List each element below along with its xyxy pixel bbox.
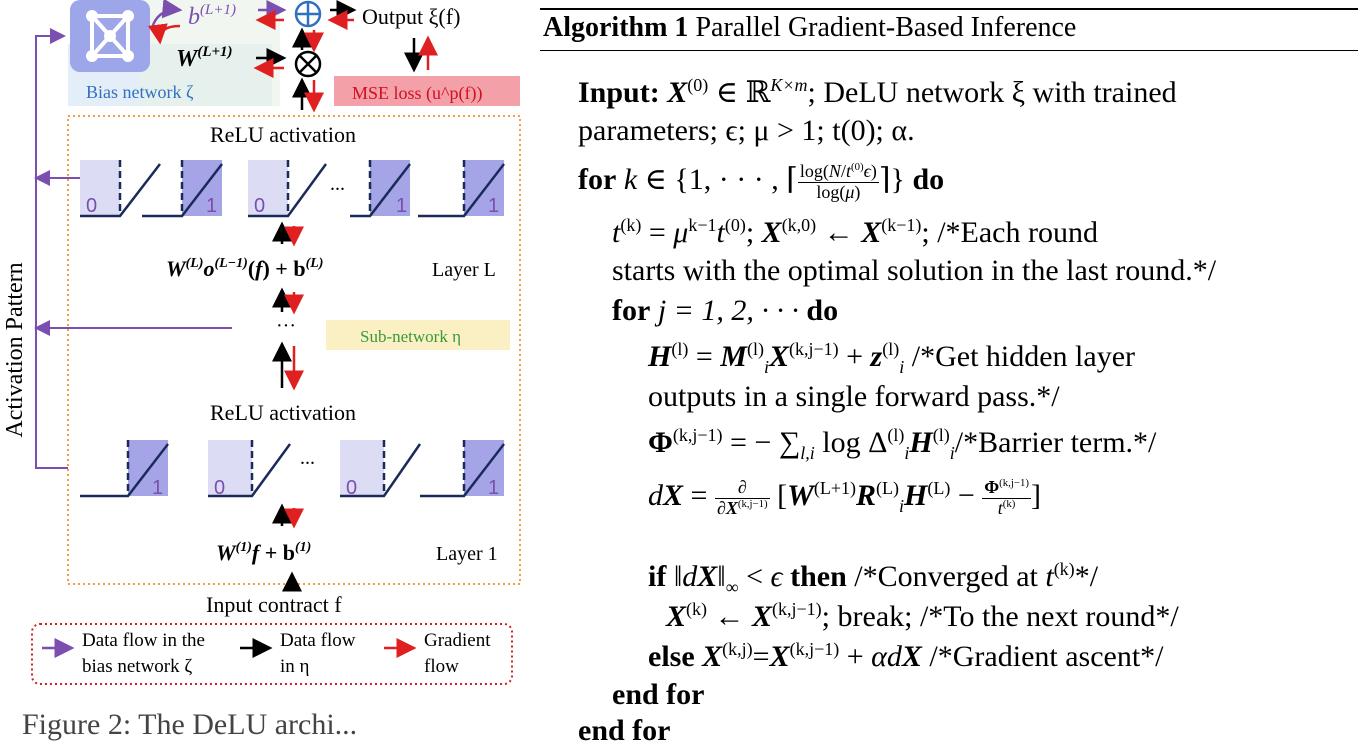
layer-1-equation: $W^{(1)}f + b^{(1)}$: [216, 540, 312, 565]
algorithm-phi-line: $\Phi^{(k,j-1)}$ = − $\sum_{l,i}$ $\log \Delta^{(l)}_iH^{(l)}_i/*Barrier$ term.*/: [648, 425, 1157, 463]
svg-text:0: 0: [254, 195, 266, 217]
legend-item-3-line-1: Gradient: [424, 630, 491, 651]
layer-ellipsis: ···: [276, 315, 296, 337]
bias-network-label: Bias network ζ: [86, 82, 194, 102]
add-operator-icon: [296, 2, 320, 26]
relu-unit-bottom-2: [208, 440, 290, 499]
b-next-label: $b^{(L+1)}$: [188, 2, 236, 30]
relu-unit-bottom-1: [80, 440, 168, 499]
algorithm-title: Algorithm 1 Parallel Gradient-Based Inference: [543, 12, 1077, 43]
algorithm-outer-for: for k ∈ {1, · · · , ⌈ $\frac{\log(N/t^{(0)}\epsilon)}{\log(\mu)}$ ⌉} do: [578, 161, 945, 202]
layer-L-label: Layer L: [432, 259, 496, 281]
algorithm-tk-line: $t^{(k)} = \mu^{k-1}t^{(0)}$; X$^{(k,0)}$ ← $X^{(k-1)}$; /*Each round: [612, 215, 1098, 249]
relu-unit-top-4: [350, 160, 410, 217]
algorithm-break-line: $X^{(k)}$ ← $X^{(k,j-1)}$; break; /*To the next round*/: [666, 599, 1179, 633]
algorithm-mid-rule: [540, 50, 1358, 51]
legend-item-2-line-1: Data flow: [280, 630, 356, 651]
delu-architecture-diagram: [0, 0, 540, 742]
svg-text:1: 1: [488, 477, 500, 499]
legend-item-3-line-2: flow: [424, 656, 459, 677]
algorithm-else-line: else $X^{(k,j)}=X^{(k,j-1)} + \alpha dX$ /*Gradient ascent*/: [648, 639, 1164, 673]
svg-text:0: 0: [346, 477, 358, 499]
relu-bottom-label: ReLU activation: [210, 400, 357, 425]
svg-text:1: 1: [206, 195, 218, 217]
w-next-label: $W^{(L+1)}$: [176, 44, 233, 72]
relu-top-label: ReLU activation: [210, 122, 357, 147]
activation-pattern-label: Activation Pattern: [2, 262, 28, 438]
legend-item-1-line-1: Data flow in the: [82, 630, 205, 651]
algorithm-input-line-2: parameters; ϵ; μ > 1; t(0); α.: [578, 114, 915, 147]
output-label: Output ξ(f): [362, 4, 461, 29]
input-label: Input contract f: [206, 592, 342, 617]
top-row-dots: ...: [330, 173, 345, 195]
relu-unit-bottom-3: [340, 440, 420, 499]
algorithm-top-rule: [540, 8, 1358, 10]
algorithm-input-line: Input: $X^{(0)}$ ∈ ℝ$^{K\times m}$; DeLU network ξ with trained: [578, 75, 1177, 109]
algorithm-inner-for: for j = 1, 2, · · · do: [612, 294, 839, 327]
algorithm-outputs-line: outputs in a single forward pass.*/: [648, 380, 1060, 413]
algorithm-dX-line: dX = $\frac{\partial}{\partial X^{(k,j-1)}}$ [$W^{(L+1)}R^{(L)}_iH^{(L)}$ − $\frac{\Phi^{(k,j-1)}}{t^{(k)}}$ ]: [648, 477, 1041, 518]
svg-text:0: 0: [86, 195, 98, 217]
legend-item-2-line-2: in η: [280, 656, 310, 677]
relu-unit-top-1: [80, 160, 160, 217]
svg-text:1: 1: [152, 477, 164, 499]
layer-1-label: Layer 1: [436, 543, 498, 565]
svg-text:0: 0: [214, 477, 226, 499]
layer-L-equation: $W^{(L)}o^{(L-1)}(f) + b^{(L)}$: [166, 256, 324, 281]
mse-loss-label: MSE loss (u^p(f)): [352, 83, 483, 103]
svg-text:1: 1: [396, 195, 408, 217]
multiply-operator-icon: [296, 52, 320, 76]
relu-unit-top-3: [248, 160, 326, 217]
figure-caption: Figure 2: The DeLU archi...: [22, 708, 358, 741]
subnetwork-label: Sub-network η: [360, 327, 461, 346]
neural-network-icon: [70, 0, 150, 72]
relu-unit-top-2: [142, 160, 222, 217]
relu-unit-bottom-4: [420, 440, 504, 499]
svg-text:1: 1: [488, 195, 500, 217]
algorithm-starts-line: starts with the optimal solution in the last round.*/: [612, 254, 1217, 287]
algorithm-if-line: if $‖dX‖_\infty < \epsilon$ then /*Converged at $t^{(k)}*/$: [648, 559, 1099, 597]
algorithm-end-for-inner: end for: [612, 678, 705, 711]
algorithm-end-for-outer: end for: [578, 714, 671, 747]
relu-unit-top-5: [418, 160, 504, 217]
bottom-row-dots: ...: [300, 447, 315, 469]
legend-item-1-line-2: bias network ζ: [82, 656, 193, 677]
algorithm-H-line: $H^{(l)} = M^{(l)}_iX^{(k,j-1)} + z^{(l)}_i$ /*Get hidden layer: [648, 339, 1136, 377]
